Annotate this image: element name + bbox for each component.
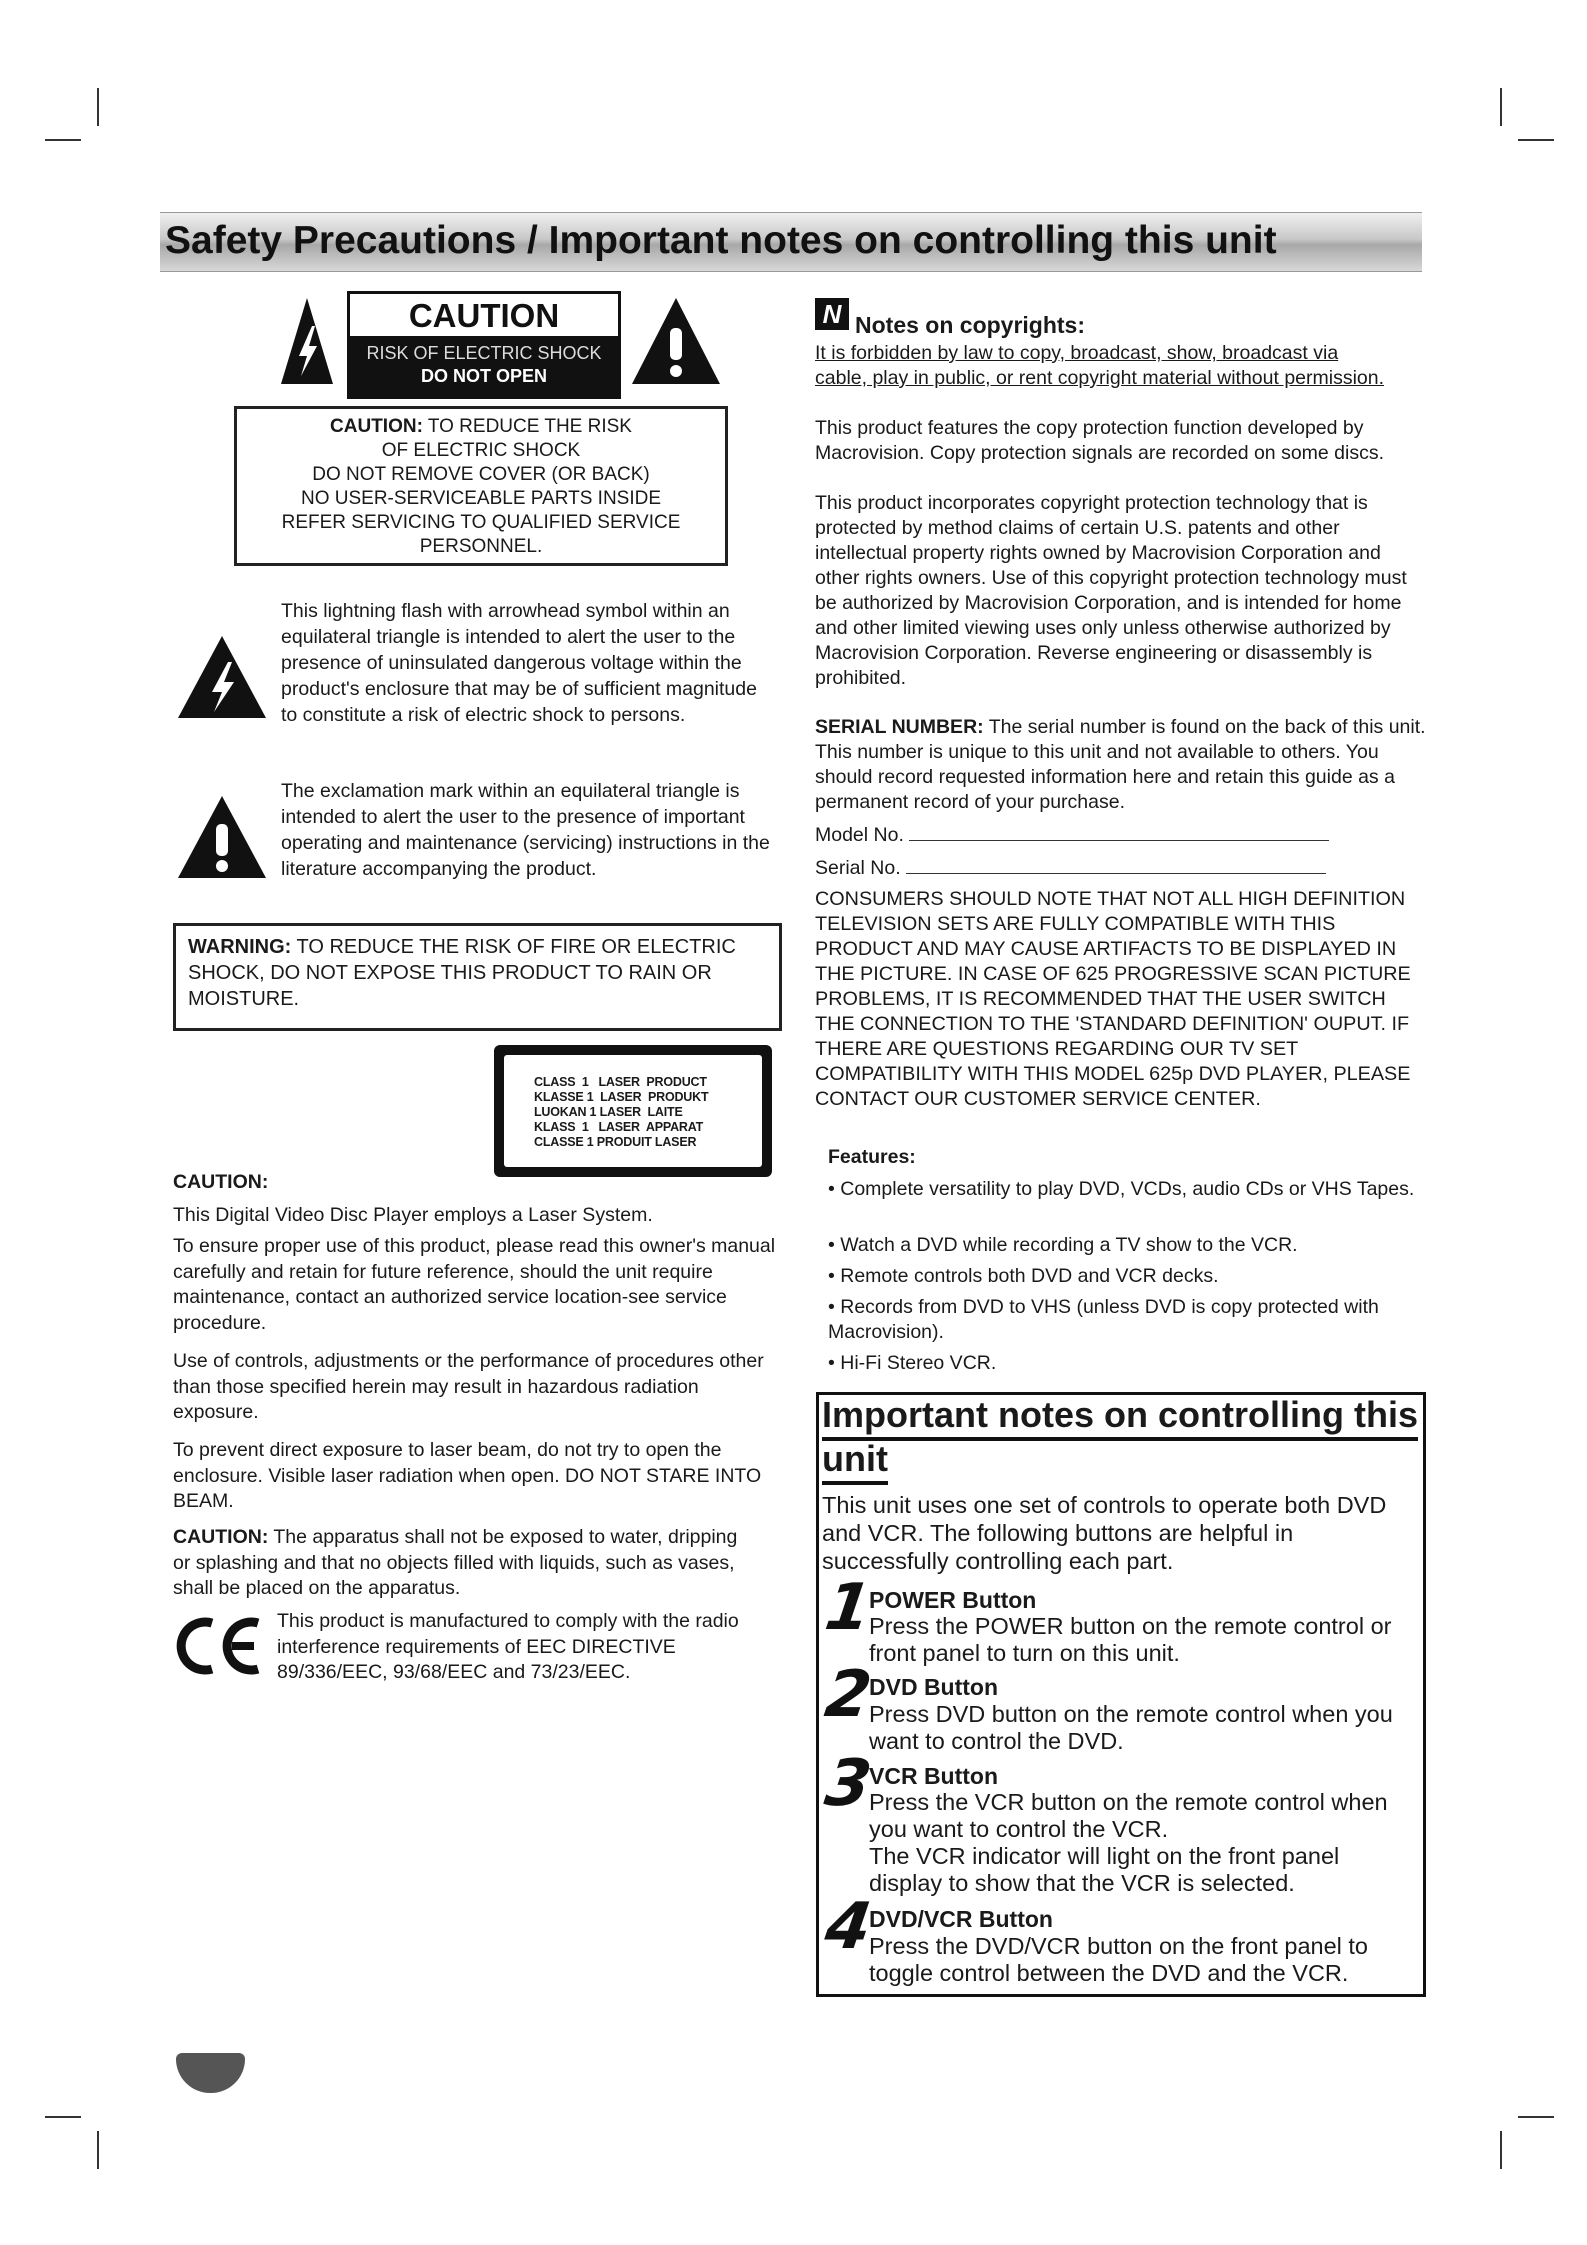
caution-box-line3: DO NOT REMOVE COVER (OR BACK): [312, 464, 650, 485]
step-number: 4: [820, 1890, 876, 1964]
laser-caution-p4: To prevent direct exposure to laser beam, do not try to open the enclosure. Visible laser radiation when open. DO NOT STARE INTO BEAM.: [173, 1439, 762, 1512]
step-number: 1: [820, 1571, 876, 1645]
laser-label-line: KLASSE 1 LASER PRODUKT: [534, 1090, 709, 1104]
laser-label-line: CLASS 1 LASER PRODUCT: [534, 1075, 707, 1089]
warning-box: [173, 923, 782, 1031]
crop-mark: [45, 2116, 81, 2118]
consumers-note: CONSUMERS SHOULD NOTE THAT NOT ALL HIGH DEFINITION TELEVISION SETS ARE FULLY COMPATIBLE WITH THIS PRODUCT AND MAY CAUSE ARTIFACTS TO BE DISPLAYED IN THE PICTURE. IN CASE OF 625 PROGRESSIVE SCAN PICTURE PROBLEMS, IT IS RECOMMENDED THAT THE USER SWITCH THE CONNECTION TO THE 'STANDARD DEFINITION' OUPUT. IF THERE ARE QUESTIONS REGARDING OUR TV SET COMPATIBILITY WITH THIS MODEL 625p DVD PLAYER, PLEASE CONTACT OUR CUSTOMER SERVICE CENTER.: [815, 888, 1411, 1110]
note-icon: N: [815, 298, 849, 330]
important-notes-title-line1: Important notes on controlling this: [822, 1393, 1418, 1441]
feature-item: • Records from DVD to VHS (unless DVD is copy protected with Macrovision).: [828, 1296, 1379, 1343]
caution-label-black-panel: [350, 336, 618, 396]
laser-caution-p5: [173, 1525, 753, 1602]
feature-item: • Complete versatility to play DVD, VCDs, audio CDs or VHS Tapes.: [828, 1178, 1415, 1200]
laser-caution-p5-text: The apparatus shall not be exposed to water, dripping or splashing and that no objects filled with liquids, such as vases, shall be placed on the apparatus.: [173, 1526, 738, 1599]
serial-number-lead: SERIAL NUMBER:: [815, 716, 984, 738]
step-heading: DVD/VCR Button: [869, 1906, 1053, 1932]
caution-label-line1: RISK OF ELECTRIC SHOCK: [366, 343, 602, 363]
ce-mark-icon: [172, 1617, 264, 1675]
step-heading: VCR Button: [869, 1763, 999, 1789]
copyrights-p2: This product incorporates copyright protection technology that is protected by method claims of certain U.S. patents and other intellectual property rights owned by Macrovision Corporation and other rights owners. Use of this copyright protection technology must be authorized by Macrovision Corporation, and is intended for home and other limited viewing uses only unless otherwise authorized by Macrovision Corporation. Reverse engineering or disassembly is prohibited.: [815, 492, 1407, 689]
crop-mark: [1518, 139, 1554, 141]
serial-number-field: [906, 855, 1326, 874]
exclamation-symbol-text: The exclamation mark within an equilateral triangle is intended to alert the user to the presence of important operating and maintenance (servicing) instructions in the literature accompanying the product.: [281, 780, 770, 880]
serial-number-text: The serial number is found on the back of this unit. This number is unique to this unit and not available to others. You should record requested information here and retain this guide as a permanent record of your purchase.: [815, 716, 1426, 813]
crop-mark: [97, 2131, 99, 2169]
laser-caution-p3: Use of controls, adjustments or the performance of procedures other than those specified herein may result in hazardous radiation exposure.: [173, 1350, 764, 1423]
crop-mark: [97, 88, 99, 126]
crop-mark: [45, 139, 81, 141]
laser-label-inner: [504, 1055, 762, 1167]
caution-box-text: TO REDUCE THE RISK: [422, 416, 632, 437]
crop-mark: [1500, 88, 1502, 126]
step-body: Press the POWER button on the remote control or front panel to turn on this unit.: [869, 1613, 1392, 1666]
laser-label-line: CLASSE 1 PRODUIT LASER: [534, 1135, 697, 1149]
copyrights-underlined-text: It is forbidden by law to copy, broadcast, show, broadcast via cable, play in public, or rent copyright material without permission.: [815, 342, 1385, 389]
caution-box: [234, 406, 728, 566]
important-notes-title-line2: unit: [822, 1437, 888, 1485]
laser-product-label: [494, 1045, 772, 1177]
caution-label: [347, 291, 621, 399]
caution-box-line1: [237, 415, 725, 439]
caution-box-line4: NO USER-SERVICEABLE PARTS INSIDE: [300, 488, 662, 509]
page-number-tab: [176, 2053, 245, 2093]
step-heading: DVD Button: [869, 1674, 999, 1700]
step-body-continued: The VCR indicator will light on the front panel display to show that the VCR is selected.: [869, 1843, 1340, 1896]
step-number: 2: [820, 1658, 876, 1732]
crop-mark: [1518, 2116, 1554, 2118]
laser-caution-heading: CAUTION:: [173, 1171, 269, 1193]
exclamation-warning-icon: [176, 794, 268, 880]
caution-box-lead: CAUTION:: [330, 416, 423, 437]
caution-label-word: CAUTION: [408, 297, 560, 334]
features-heading: Features:: [828, 1146, 916, 1168]
laser-label-line: KLASS 1 LASER APPARAT: [534, 1120, 704, 1134]
caution-box-line5: REFER SERVICING TO QUALIFIED SERVICE: [281, 512, 681, 533]
laser-caution-p1: This Digital Video Disc Player employs a Laser System.: [173, 1204, 653, 1226]
copyrights-p1: This product features the copy protection function developed by Macrovision. Copy protection signals are recorded on some discs.: [815, 417, 1385, 464]
ce-compliance-text: This product is manufactured to comply with the radio interference requirements of EEC DIRECTIVE 89/336/EEC, 93/68/EEC and 73/23/EEC.: [277, 1610, 739, 1683]
caution-box-line2: OF ELECTRIC SHOCK: [381, 440, 581, 461]
page-title: Safety Precautions / Important notes on controlling this unit: [165, 219, 1277, 262]
model-number-field: [909, 822, 1329, 841]
warning-text: TO REDUCE THE RISK OF FIRE OR ELECTRIC SHOCK, DO NOT EXPOSE THIS PRODUCT TO RAIN OR MOISTURE.: [188, 936, 736, 1010]
step-heading: POWER Button: [869, 1587, 1037, 1613]
caution-box-line6: PERSONNEL.: [419, 536, 543, 557]
crop-mark: [1500, 2131, 1502, 2169]
step-number: 3: [820, 1747, 876, 1821]
serial-number-paragraph: [815, 715, 1427, 815]
feature-item: • Hi-Fi Stereo VCR.: [828, 1352, 997, 1374]
important-notes-intro: This unit uses one set of controls to operate both DVD and VCR. The following buttons are helpful in successfully controlling each part.: [822, 1492, 1387, 1574]
step-body: Press DVD button on the remote control when you want to control the DVD.: [869, 1701, 1393, 1754]
caution-label-line2: DO NOT OPEN: [420, 366, 547, 386]
feature-item: • Watch a DVD while recording a TV show to the VCR.: [828, 1234, 1298, 1256]
warning-lead: WARNING:: [188, 936, 292, 958]
step-body: Press the DVD/VCR button on the front panel to toggle control between the DVD and the VCR.: [869, 1933, 1368, 1986]
step-body: Press the VCR button on the remote control when you want to control the VCR.: [869, 1789, 1388, 1842]
lightning-warning-icon: [279, 296, 335, 386]
model-number-label: Model No.: [815, 824, 904, 846]
copyrights-heading: Notes on copyrights:: [855, 312, 1086, 338]
feature-item: • Remote controls both DVD and VCR decks.: [828, 1265, 1219, 1287]
serial-number-row: [815, 855, 1427, 881]
laser-label-line: LUOKAN 1 LASER LAITE: [534, 1105, 683, 1119]
lightning-warning-icon: [176, 634, 268, 720]
serial-number-label: Serial No.: [815, 857, 901, 879]
laser-caution-p5-lead: CAUTION:: [173, 1526, 269, 1548]
model-number-row: [815, 822, 1427, 848]
lightning-symbol-text: This lightning flash with arrowhead symbol within an equilateral triangle is intended to alert the user to the presence of uninsulated dangerous voltage within the product's enclosure that may be of sufficient magnitude to constitute a risk of electric shock to persons.: [281, 600, 757, 726]
laser-caution-p2: To ensure proper use of this product, please read this owner's manual carefully and retain for future reference, should the unit require maintenance, contact an authorized service location-see service procedure.: [173, 1235, 776, 1334]
exclamation-warning-icon: [630, 296, 722, 386]
